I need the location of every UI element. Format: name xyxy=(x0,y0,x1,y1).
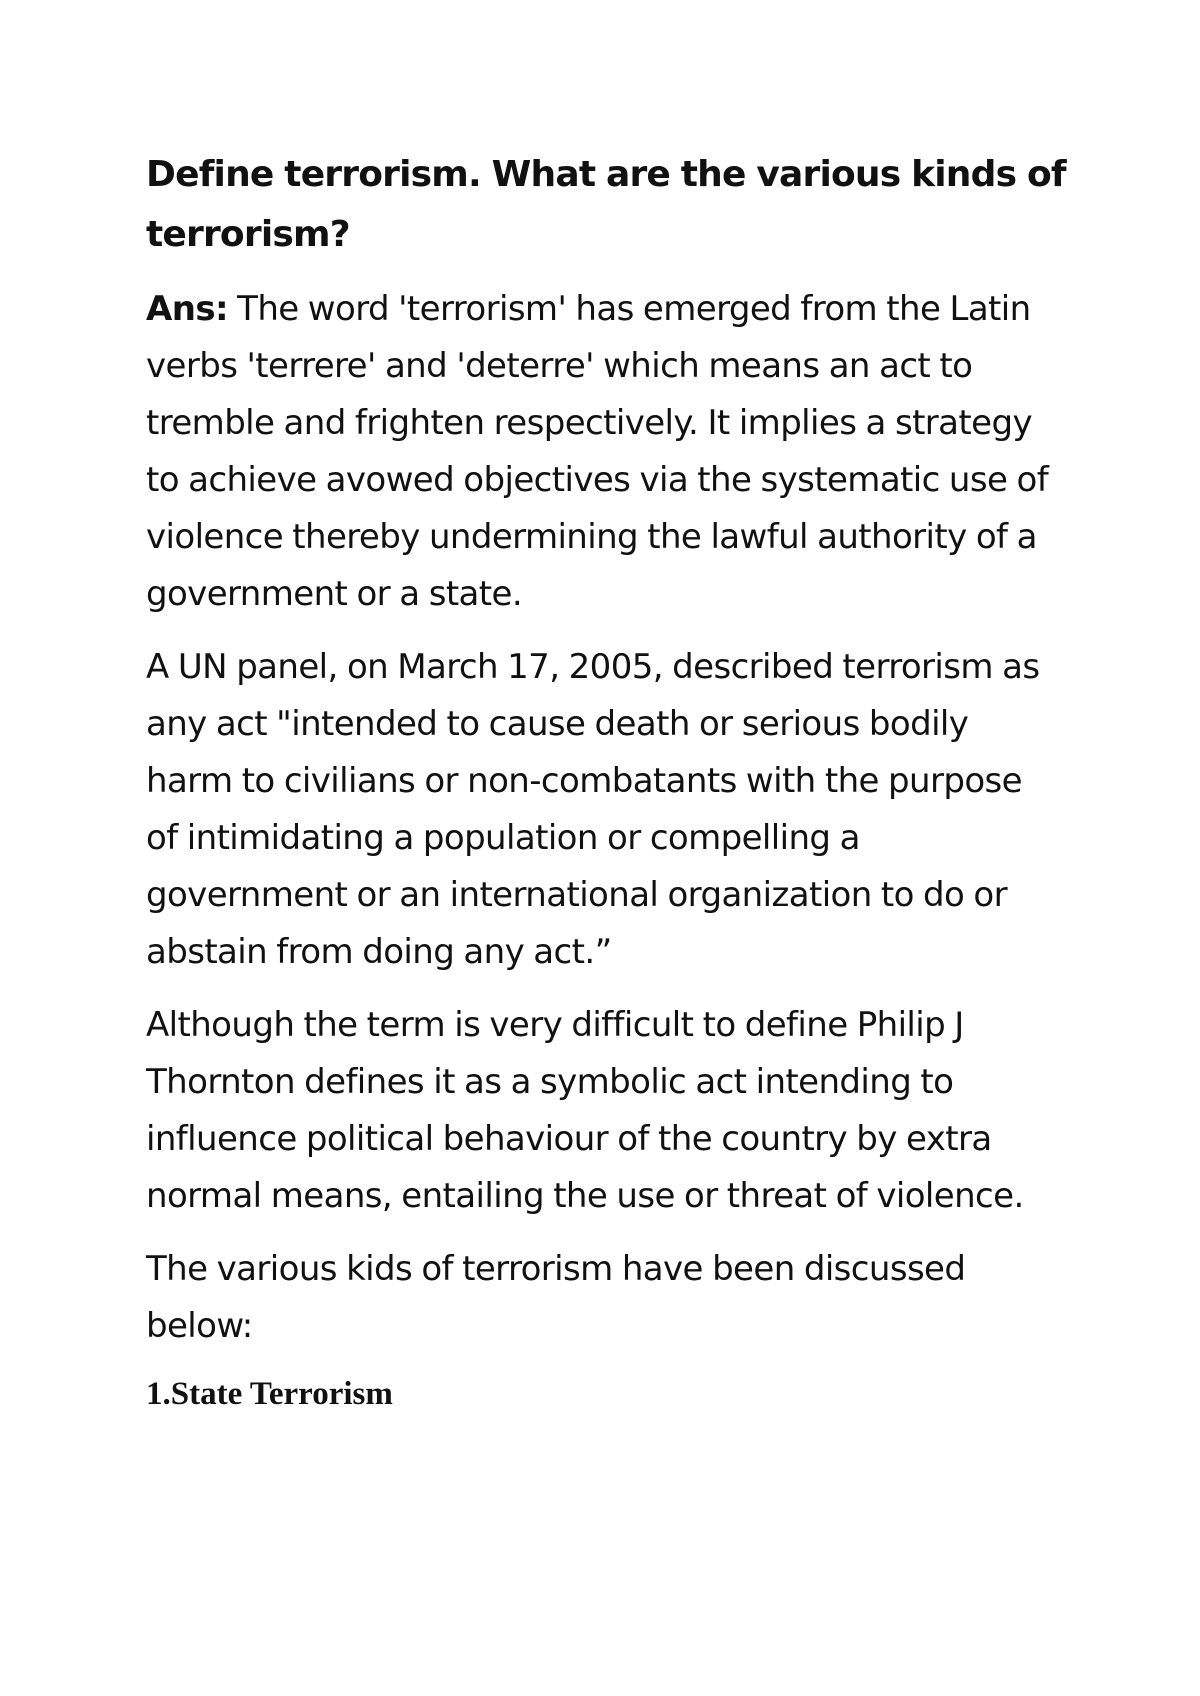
answer-paragraph xyxy=(146,281,1066,623)
paragraph-line: The various kids of terrorism have been discussed xyxy=(146,1249,966,1289)
document-body xyxy=(146,145,1066,1419)
paragraph-line: abstain from doing any act.” xyxy=(146,932,612,972)
un-definition-paragraph xyxy=(146,639,1066,981)
paragraph-line: verbs 'terrere' and 'deterre' which means an act to xyxy=(146,346,973,386)
paragraph-line: tremble and frighten respectively. It implies a strategy xyxy=(146,403,1032,443)
paragraph-line: any act "intended to cause death or serious bodily xyxy=(146,704,969,744)
paragraph-line: normal means, entailing the use or threat of violence. xyxy=(146,1176,1024,1216)
paragraph-line: violence thereby undermining the lawful authority of a xyxy=(146,517,1037,557)
paragraph-line: to achieve avowed objectives via the systematic use of xyxy=(146,460,1049,500)
paragraph-line: harm to civilians or non-combatants with the purpose xyxy=(146,761,1022,801)
question-heading xyxy=(146,145,1066,265)
paragraph-line: The word 'terrorism' has emerged from the Latin xyxy=(227,289,1031,329)
paragraph-line: Thornton defines it as a symbolic act intending to xyxy=(146,1062,954,1102)
paragraph-line: government or an international organization to do or xyxy=(146,875,1008,915)
kinds-intro-paragraph xyxy=(146,1241,1066,1355)
section-title-state-terrorism: 1.State Terrorism xyxy=(146,1376,393,1412)
paragraph-line: influence political behaviour of the country by extra xyxy=(146,1119,992,1159)
thornton-definition-paragraph xyxy=(146,997,1066,1225)
heading-line-1: Define terrorism. What are the various kinds of xyxy=(146,154,1066,195)
ans-label: Ans: xyxy=(146,289,228,329)
heading-line-2: terrorism? xyxy=(146,214,350,255)
paragraph-line: Although the term is very difficult to define Philip J xyxy=(146,1005,964,1045)
paragraph-line: A UN panel, on March 17, 2005, described terrorism as xyxy=(146,647,1040,687)
paragraph-line: below: xyxy=(146,1306,253,1346)
paragraph-line: government or a state. xyxy=(146,574,523,614)
paragraph-line: of intimidating a population or compelling a xyxy=(146,818,860,858)
